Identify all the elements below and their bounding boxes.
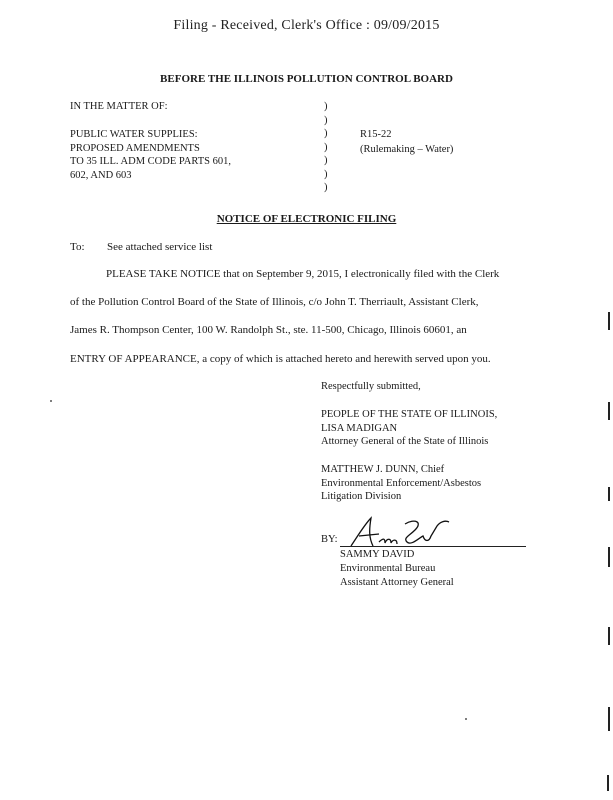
board-title: BEFORE THE ILLINOIS POLLUTION CONTROL BOARD <box>160 73 453 85</box>
sig-block-1-line-3: Attorney General of the State of Illinois <box>321 436 489 447</box>
scan-mark <box>608 487 610 501</box>
caption-paren-3: ) <box>324 128 328 139</box>
caption-line-3: TO 35 ILL. ADM CODE PARTS 601, <box>70 156 231 167</box>
paragraph-line-1: PLEASE TAKE NOTICE that on September 9, 2015, I electronically filed with the Clerk <box>106 268 500 280</box>
case-type: (Rulemaking – Water) <box>360 144 454 155</box>
caption-paren-6: ) <box>324 168 328 180</box>
case-number: R15-22 <box>360 129 392 140</box>
signatory-name: SAMMY DAVID <box>340 549 415 560</box>
caption-paren-5: ) <box>324 155 328 166</box>
to-label: To: <box>70 241 85 253</box>
closing: Respectfully submitted, <box>321 381 421 392</box>
to-value: See attached service list <box>107 241 213 253</box>
by-label: BY: <box>321 534 338 545</box>
caption-line-2: PROPOSED AMENDMENTS <box>70 142 200 154</box>
caption-paren-7: ) <box>324 182 328 193</box>
notice-title: NOTICE OF ELECTRONIC FILING <box>216 213 397 225</box>
scan-mark <box>608 707 610 731</box>
signatory-title: Assistant Attorney General <box>340 577 454 588</box>
paragraph-line-2: of the Pollution Control Board of the State of Illinois, c/o John T. Therriault, Assistant Clerk, <box>70 296 479 308</box>
scan-mark <box>608 312 610 330</box>
scan-mark <box>608 402 610 420</box>
scan-speck <box>50 400 52 402</box>
scan-mark <box>608 627 610 645</box>
caption-matter: IN THE MATTER OF: <box>70 101 168 112</box>
scan-speck <box>465 718 467 720</box>
sig-block-1-line-1: PEOPLE OF THE STATE OF ILLINOIS, <box>321 409 498 420</box>
filing-header: Filing - Received, Clerk's Office : 09/09/2015 <box>173 18 440 33</box>
caption-paren-2: ) <box>324 114 328 126</box>
sig-block-1-line-2: LISA MADIGAN <box>321 422 398 434</box>
signature-line <box>340 546 526 547</box>
caption-line-4: 602, AND 603 <box>70 169 132 181</box>
sig-block-2-line-2: Environmental Enforcement/Asbestos <box>321 477 482 489</box>
caption-paren-4: ) <box>324 141 328 153</box>
paragraph-line-3: James R. Thompson Center, 100 W. Randolph St., ste. 11-500, Chicago, Illinois 60601, an <box>70 324 467 336</box>
caption-line-1: PUBLIC WATER SUPPLIES: <box>70 129 198 140</box>
paragraph-line-4: ENTRY OF APPEARANCE, a copy of which is attached hereto and herewith served upon you. <box>70 353 491 365</box>
sig-block-2-line-3: Litigation Division <box>321 491 402 502</box>
scan-mark <box>607 775 609 791</box>
caption-paren-1: ) <box>324 101 328 112</box>
scan-mark <box>608 547 610 567</box>
sig-block-2-line-1: MATTHEW J. DUNN, Chief <box>321 464 445 475</box>
signatory-bureau: Environmental Bureau <box>340 563 436 574</box>
